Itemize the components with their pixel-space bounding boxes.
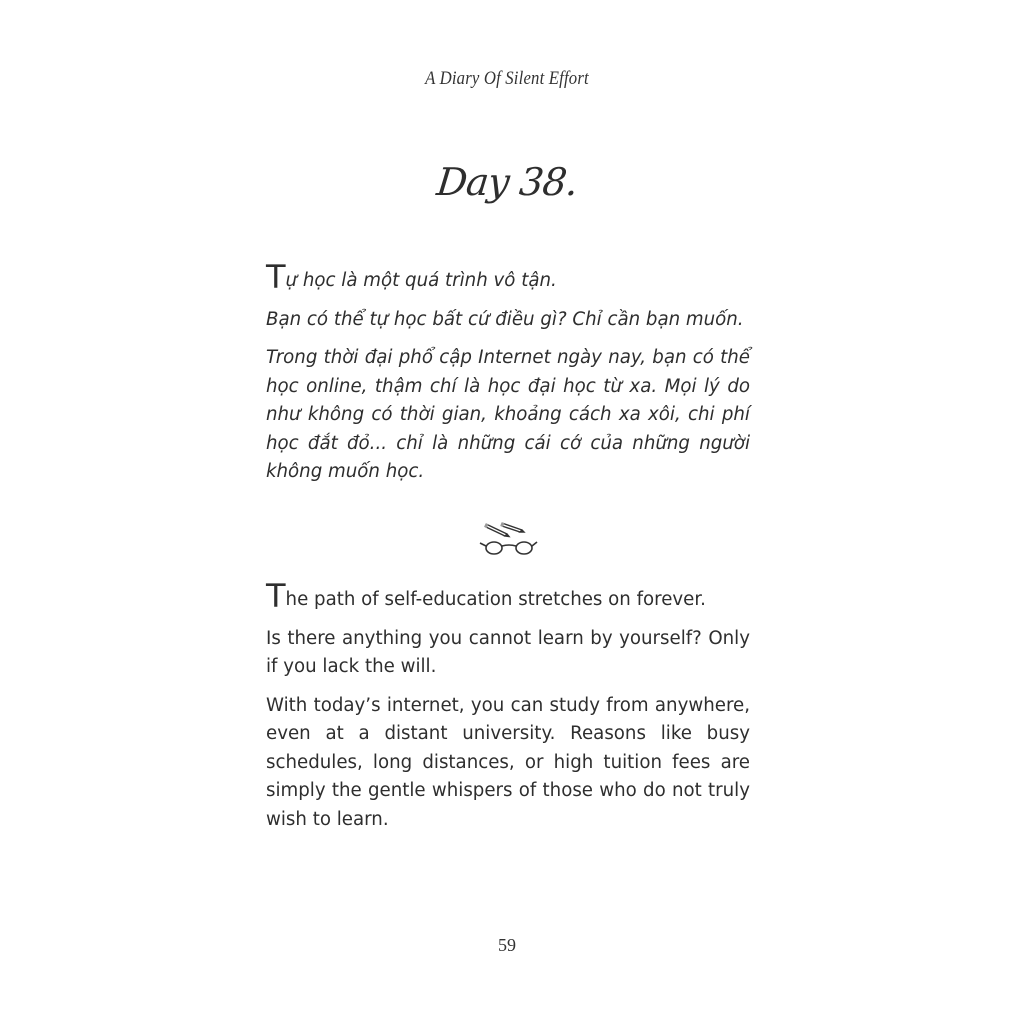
english-paragraph-3: With today’s internet, you can study from anywhere, even at a distant university. Reasons like busy schedules, long distances, or high tuition fees are simply the gentle whispers of those who do not truly wish to learn. [266,694,750,830]
running-title: A Diary Of Silent Effort [425,68,589,89]
vietnamese-paragraph-3: Trong thời đại phổ cập Internet ngày nay, bạn có thể học online, thậm chí là học đại học từ xa. Mọi lý do như không có thời gian, khoảng cách xa xôi, chi phí học đắt đỏ... chỉ là những cái cớ của những người không muốn học. [266,347,750,482]
opening-line-text: he path of self-education stretches on forever. [285,589,706,610]
drop-cap: T [266,577,286,615]
vietnamese-section [266,258,750,497]
glasses-and-pencils-icon [474,518,540,558]
english-opening-line [266,577,750,615]
day-title: Day 38. [434,160,580,204]
page-number: 59 [498,935,516,955]
opening-line-text: ự học là một quá trình vô tận. [285,270,557,291]
vietnamese-paragraph-2: Bạn có thể tự học bất cứ điều gì? Chỉ cần bạn muốn. [266,308,744,330]
english-section [266,577,750,844]
drop-cap: T [266,258,286,296]
vietnamese-opening-line [266,258,750,296]
english-paragraph-2: Is there anything you cannot learn by yourself? Only if you lack the will. [266,627,750,677]
